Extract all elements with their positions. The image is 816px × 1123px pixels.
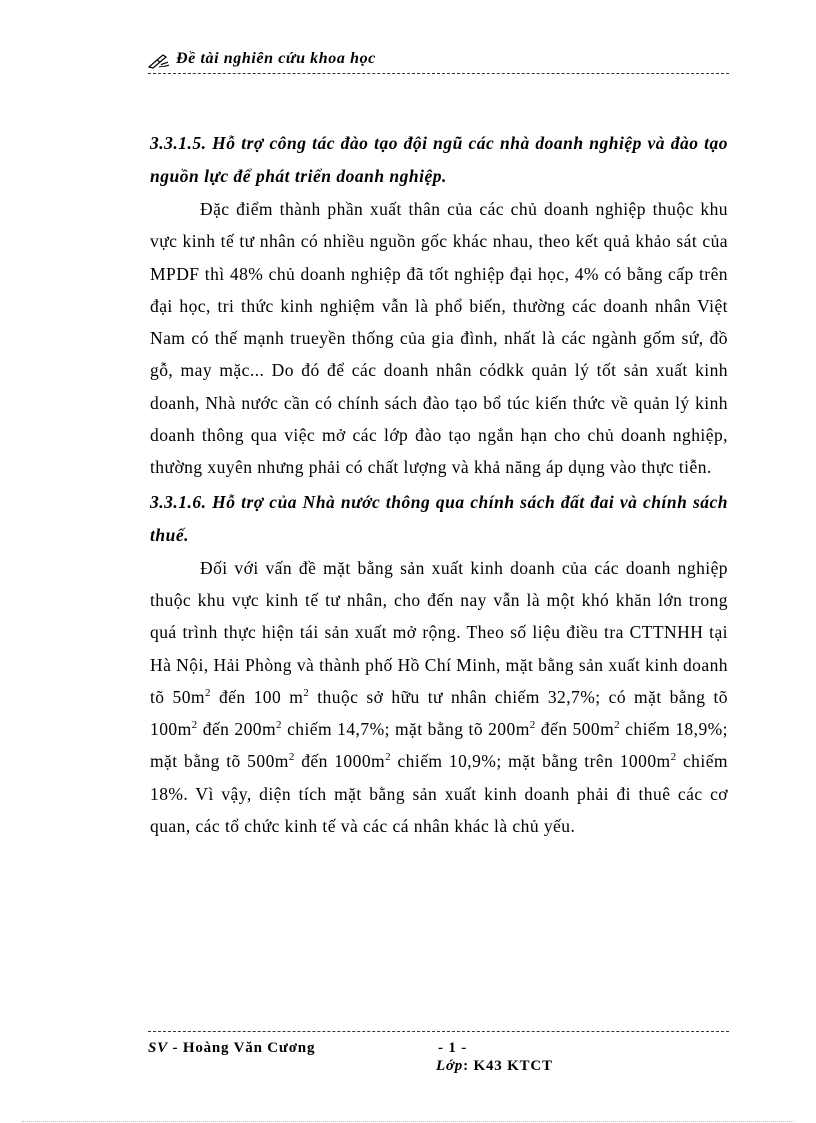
paragraph-text: thuộc sở hữu tư nhân chiếm 32,7%; có mặt bằng tõ 100m [150,686,728,740]
section-paragraph: Đặc điểm thành phần xuất thân của các chủ doanh nghiệp thuộc khu vực kinh tế tư nhân có nhiều nguồn gốc khác nhau, theo kết quả khảo sát của MPDF thì 48% chủ doanh nghiệp đã tốt nghiệp đại học, 4% có bằng cấp trên đại học, tri thức kinh nghiệm vẫn là phổ biến, thường các doanh nhân Việt Nam có thế mạnh trueyền thống của gia đình, nhất là các ngành gốm sứ, đồ gỗ, may mặc... Do đó để các doanh nhân códkk quản lý tốt sản xuất kinh doanh, Nhà nước cần có chính sách đào tạo bổ túc kiến thức về quản lý kinh doanh thông qua việc mở các lớp đào tạo ngắn hạn cho chủ doanh nghiệp, thường xuyên nhưng phải có chất lượng và khả năng áp dụng vào thực tiễn. [150,199,728,478]
footer-divider [148,1031,729,1032]
paragraph-text: chiếm 14,7%; mặt bằng tõ 200m [282,719,530,740]
superscript: 2 [191,719,198,732]
page-header [148,50,728,80]
paragraph-text: đến 1000m [294,751,386,772]
paragraph-text: đến 200m [197,719,277,740]
paragraph-text: đến 500m [535,719,615,740]
section-paragraph [150,552,728,843]
class-value: : K43 KTCT [463,1058,553,1074]
superscript: 2 [614,719,621,732]
header-title: Đề tài nghiên cứu khoa học [176,50,376,67]
superscript: 2 [205,687,211,700]
page-footer [148,1040,728,1080]
superscript: 2 [529,719,536,732]
paragraph-text: chiếm 10,9%; mặt bằng trên 1000m [391,751,671,772]
superscript: 2 [385,751,392,764]
superscript: 2 [276,719,282,732]
writing-hand-icon [148,53,170,69]
page-bottom-edge [22,1121,794,1122]
superscript: 2 [288,751,295,764]
superscript: 2 [303,687,310,700]
author-name: - Hoàng Văn Cương [167,1040,316,1056]
page-number: - 1 - [438,1040,467,1056]
paragraph-text: chiếm 18,9%; mặt bằng tõ 500m [150,719,728,772]
paragraph-text: đến 100 m [210,686,304,707]
author-label: SV [148,1040,168,1056]
section-heading: 3.3.1.5. Hỗ trợ công tác đào tạo đội ngũ các nhà doanh nghiệp và đào tạo nguồn lực để phát triển doanh nghiệp. [150,133,728,186]
footer-author [148,1040,315,1057]
section-heading: 3.3.1.6. Hỗ trợ của Nhà nước thông qua chính sách đất đai và chính sách thuế. [150,491,728,545]
paragraph-text: Đối với vấn đề mặt bằng sản xuất kinh doanh của các doanh nghiệp thuộc khu vực kinh tế tư nhân, cho đến nay vẫn là một khó khăn lớn trong quá trình thực hiện tái sản xuất mở rộng. Theo số liệu điều tra CTTNHH tại Hà Nội, Hải Phòng và thành phố Hồ Chí Minh, mặt bằng sản xuất kinh doanh tõ 50m [150,557,728,707]
paragraph-text: chiếm 18%. Vì vậy, diện tích mặt bằng sản xuất kinh doanh phải đi thuê các cơ quan, các tổ chức kinh tế và các cá nhân khác là chủ yếu. [150,751,728,837]
superscript: 2 [670,751,677,764]
main-content [150,127,728,842]
class-label: Lớp [436,1058,464,1074]
header-divider [148,73,729,74]
footer-class [436,1058,553,1075]
